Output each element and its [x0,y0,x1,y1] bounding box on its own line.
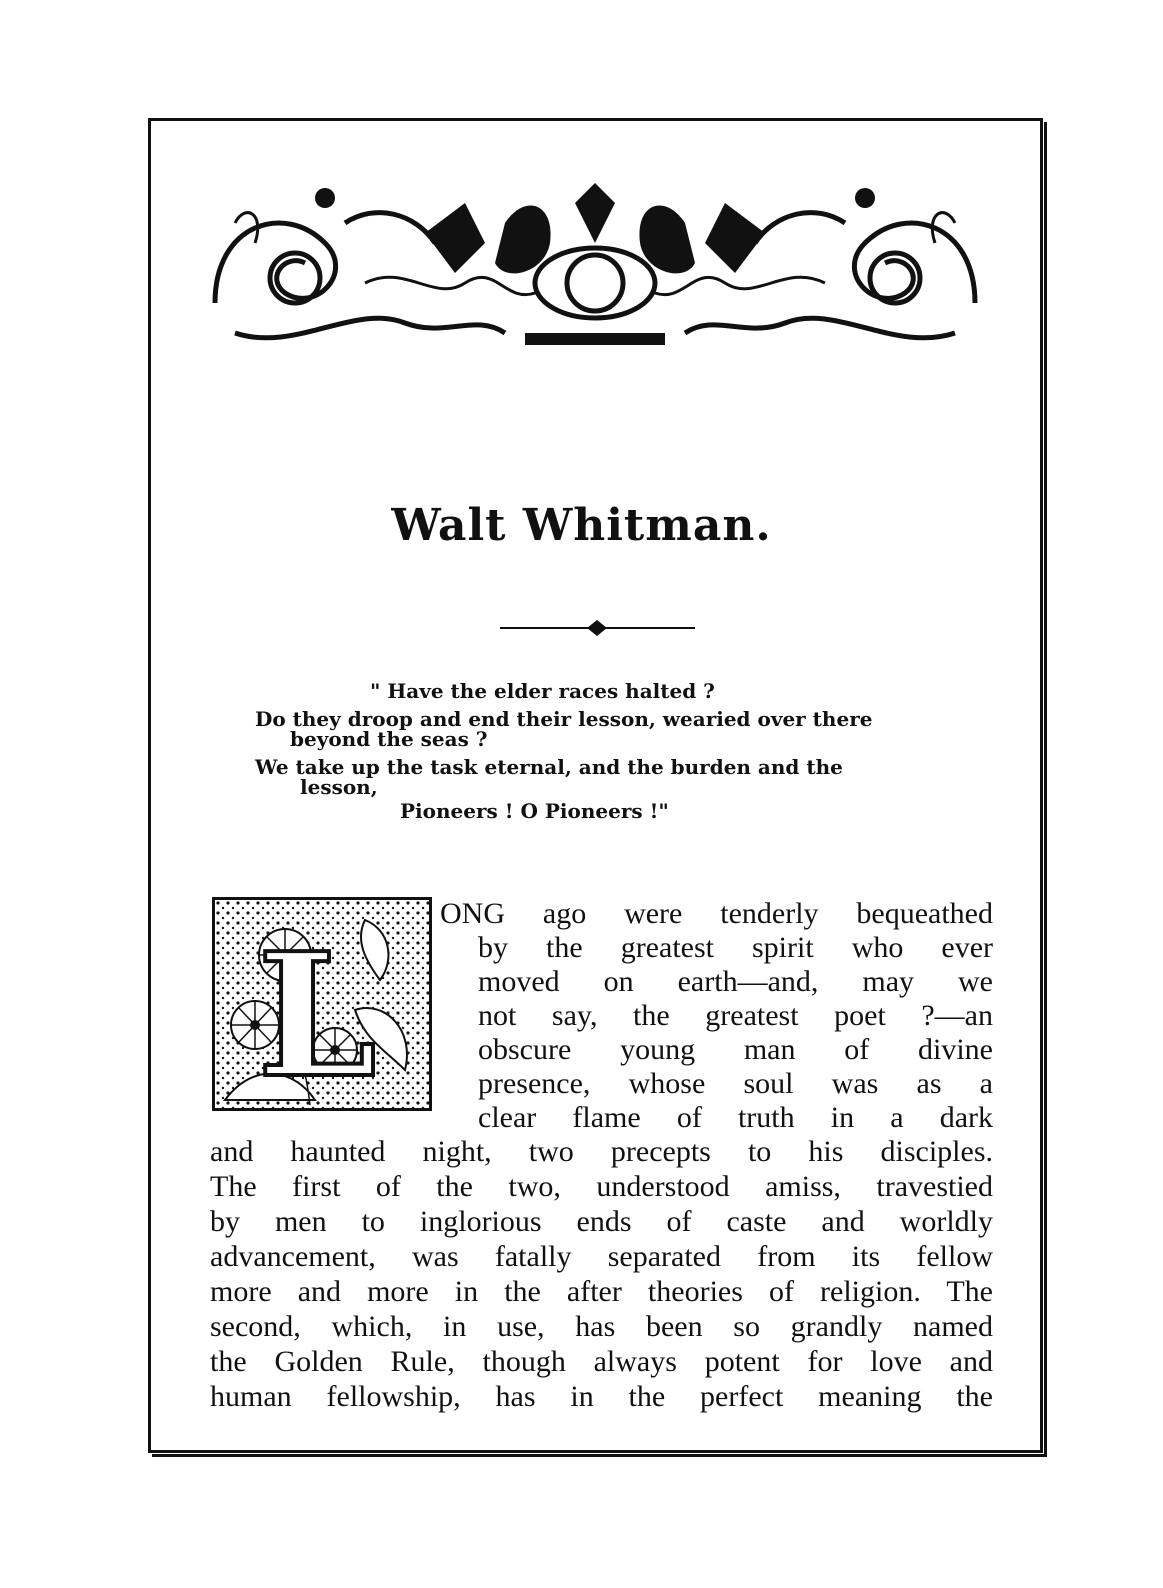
epigraph-line: Do they droop and end their lesson, wearied over there [255,707,873,731]
body-line: second, which, in use, has been so grandly named [210,1310,993,1343]
body-line: advancement, was fatally separated from its fellow [210,1240,993,1273]
epigraph-line: Pioneers ! O Pioneers !" [400,799,669,823]
drop-cap [212,897,432,1111]
page-title: Walt Whitman. [391,500,772,551]
title-divider [500,618,695,638]
body-line: more and more in the after theories of religion. The [210,1275,993,1308]
body-line: ONG ago were tenderly bequeathed [440,897,993,930]
drop-cap-letter: L [257,916,377,1108]
epigraph-line: lesson, [300,775,378,799]
body-line: the Golden Rule, though always potent for love and [210,1345,993,1378]
body-line: presence, whose soul was as a [478,1067,993,1100]
body-line: by the greatest spirit who ever [478,931,993,964]
body-line: obscure young man of divine [478,1033,993,1066]
body-line: The first of the two, understood amiss, travestied [210,1170,993,1203]
epigraph-line: beyond the seas ? [290,727,488,751]
body-line: by men to inglorious ends of caste and worldly [210,1205,993,1238]
epigraph-line: " Have the elder races halted ? [370,679,715,703]
body-line: not say, the greatest poet ?—an [478,999,993,1032]
body-line: and haunted night, two precepts to his disciples. [210,1135,993,1168]
headpiece-ornament [205,183,985,363]
epigraph-line: We take up the task eternal, and the burden and the [255,755,843,779]
body-line: clear flame of truth in a dark [478,1101,993,1134]
body-line: human fellowship, has in the perfect meaning the [210,1380,993,1413]
body-line: moved on earth—and, may we [478,965,993,998]
